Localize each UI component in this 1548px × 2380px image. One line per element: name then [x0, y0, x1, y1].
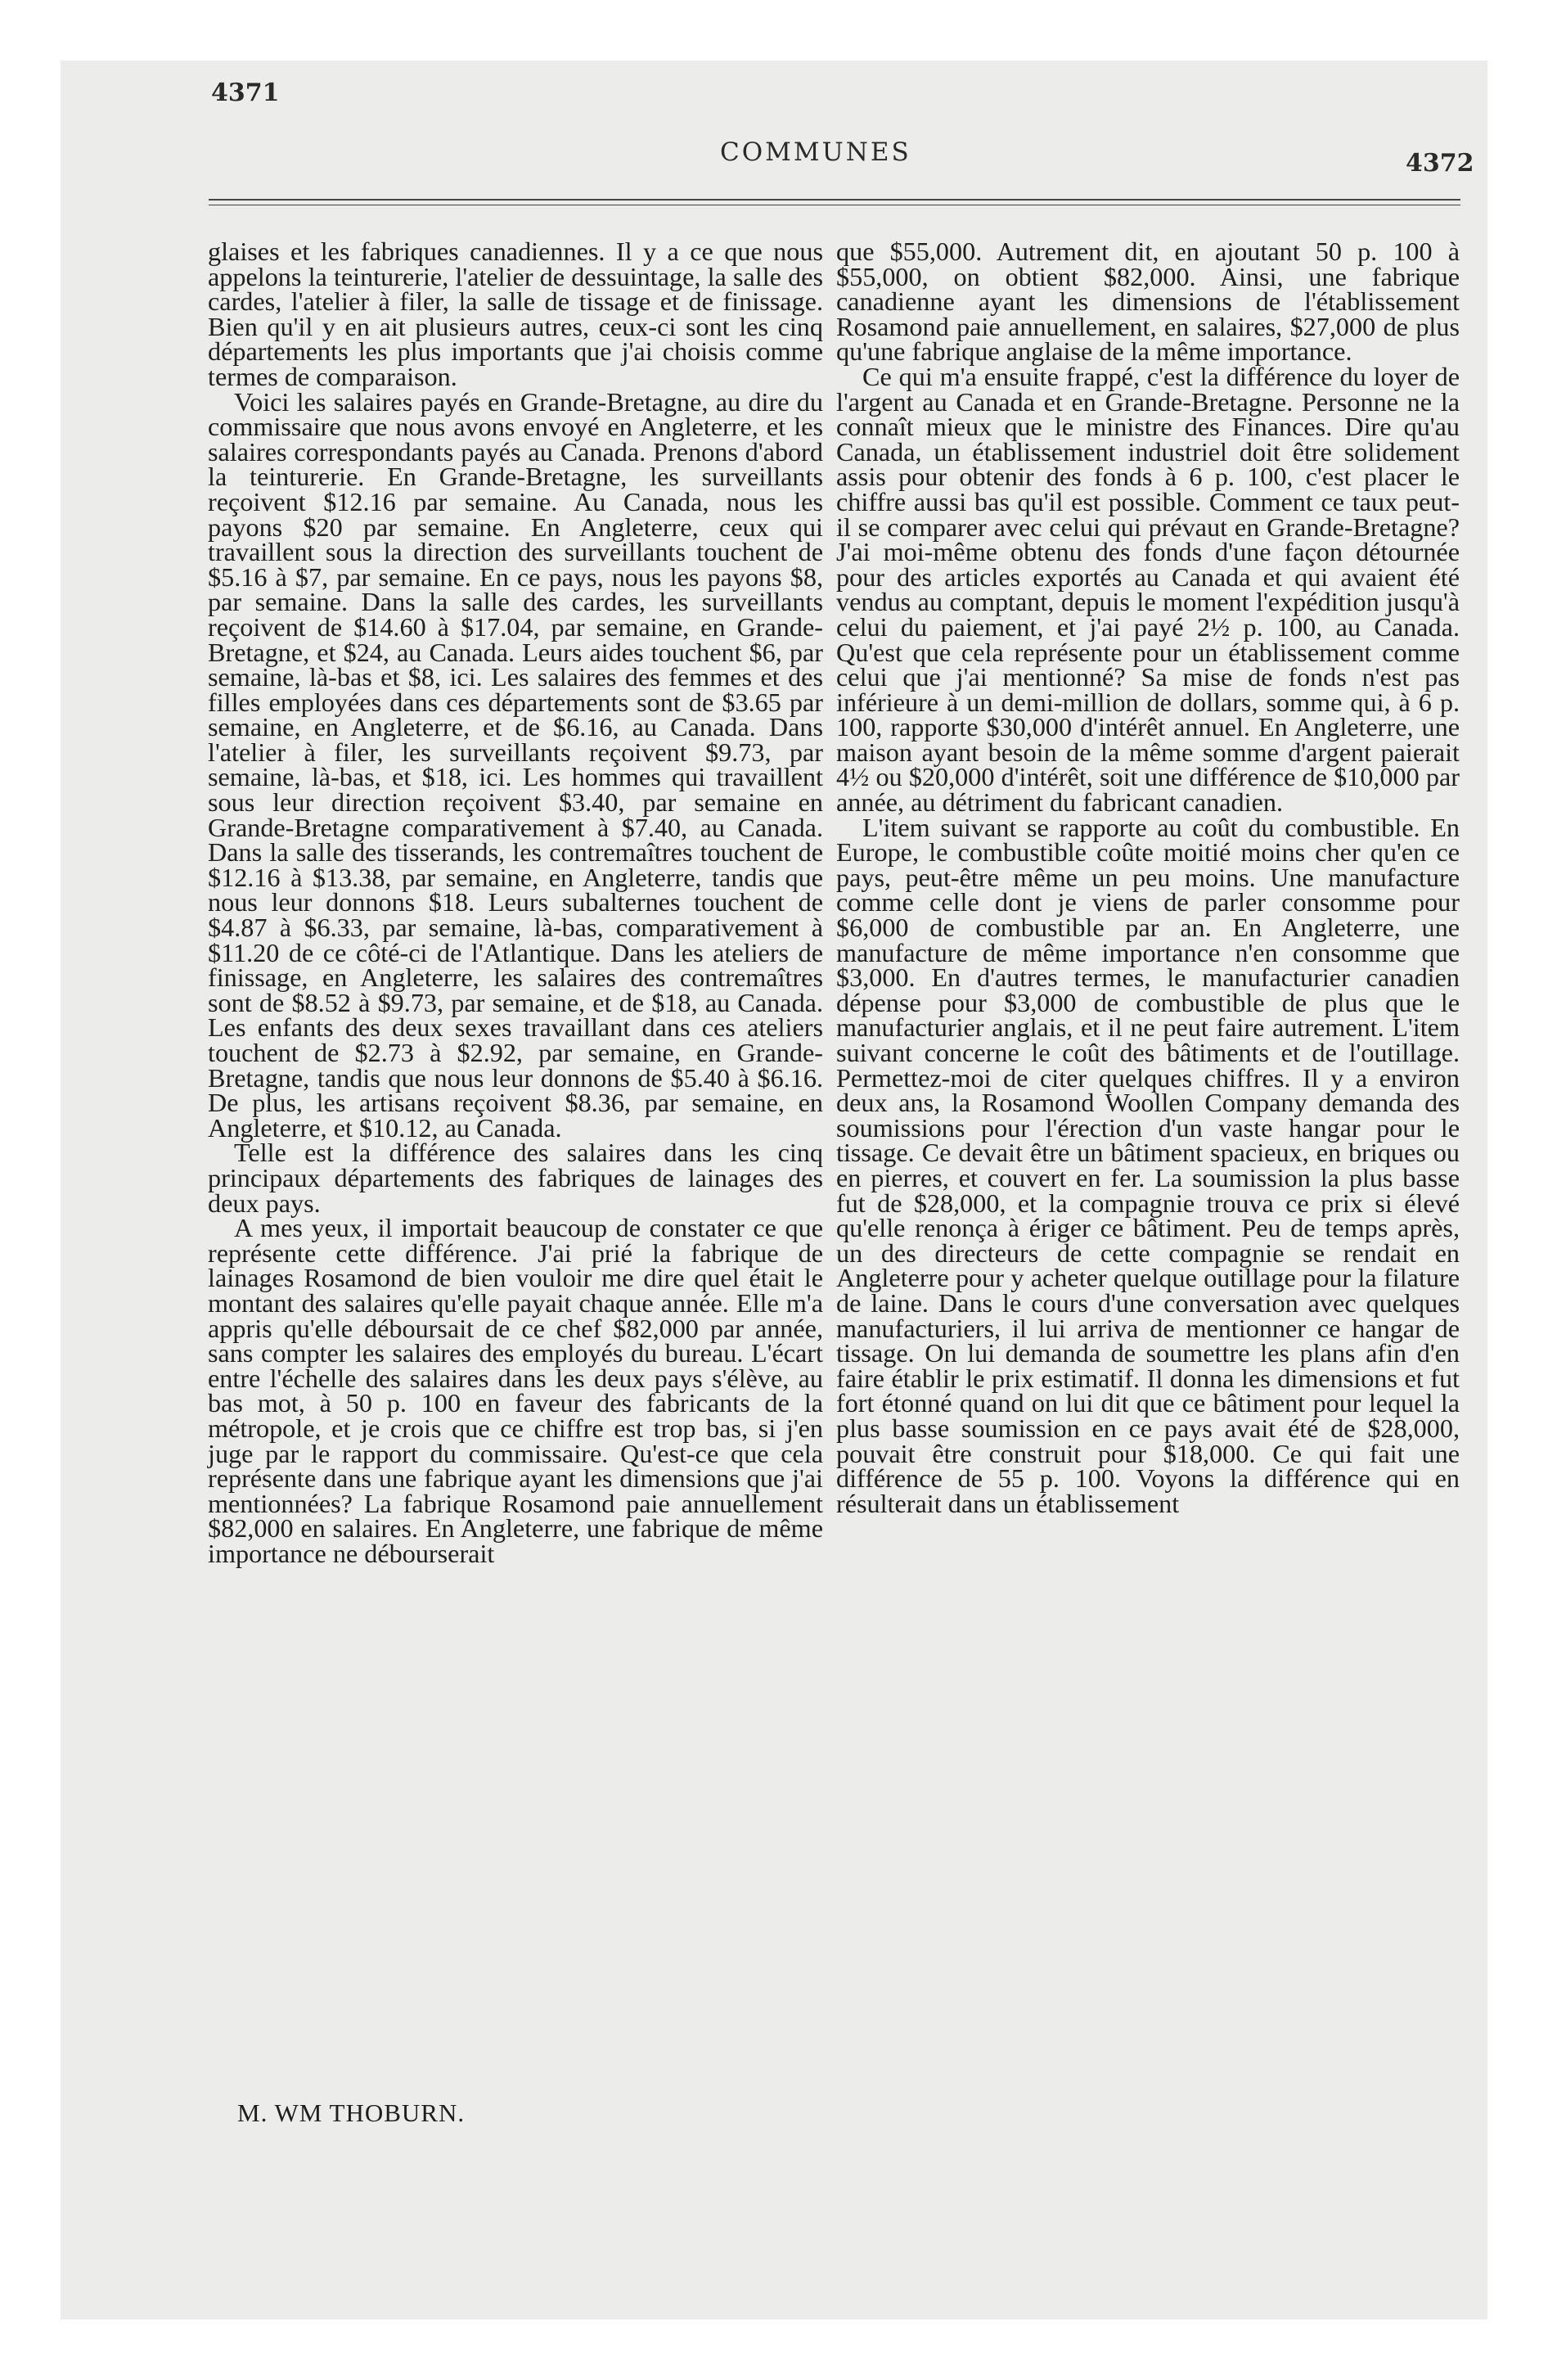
left-column	[208, 239, 823, 1566]
right-paragraph: L'item suivant se rapporte au coût du combustible. En Europe, le combustible coûte moitié moins cher qu'en ce pays, peut-être même un peu moins. Une manufacture comme celle dont je viens de parler consomme pour $6,000 de combustible par an. En Angleterre, une manufacture de même importance n'en consomme que $3,000. En d'autres termes, le manufacturier canadien dépense pour $3,000 de combustible de plus que le manufacturier anglais, et il ne peut faire autrement. L'item suivant concerne le coût des bâtiments et de l'outillage. Permettez-moi de citer quelques chiffres. Il y a environ deux ans, la Rosamond Woollen Company demanda des soumissions pour l'érection d'un vaste hangar pour le tissage. Ce devait être un bâtiment spacieux, en briques ou en pierres, et couvert en fer. La soumission la plus basse fut de $28,000, et la compagnie trouva ce prix si élevé qu'elle renonça à ériger ce bâtiment. Peu de temps après, un des directeurs de cette compagnie se rendait en Angleterre pour y acheter quelque outillage pour la filature de laine. Dans le cours d'une conversation avec quelques manufacturiers, il lui arriva de mentionner ce hangar de tissage. On lui demanda de soumettre les plans afin d'en faire établir le prix estimatif. Il donna les dimensions et fut fort étonné quand on lui dit que ce bâtiment pour lequel la plus basse soumission en ce pays avait été de $28,000, pouvait être construit pour $18,000. Ce qui fait une différence de 55 p. 100. Voyons la différence qui en résulterait dans un établissement	[836, 812, 1460, 1518]
page-title: COMMUNES	[720, 137, 911, 167]
header-rule-top	[209, 199, 1460, 201]
page-number-right: 4372	[1406, 149, 1474, 178]
page-number-left: 4371	[211, 79, 280, 107]
left-paragraph: Telle est la différence des salaires dans les cinq principaux départements des fabriques de lainages des deux pays.	[208, 1138, 823, 1218]
right-paragraph: Ce qui m'a ensuite frappé, c'est la différence du loyer de l'argent au Canada et en Grande-Bretagne. Personne ne la connaît mieux que le ministre des Finances. Dire qu'au Canada, un établissement industriel doit être solidement assis pour obtenir des fonds à 6 p. 100, c'est placer le chiffre aussi bas qu'il est possible. Comment ce taux peut-il se comparer avec celui qui prévaut en Grande-Bretagne? J'ai moi-même obtenu des fonds d'une façon détournée pour des articles exportés au Canada et qui avaient été vendus au comptant, depuis le moment l'expédition jusqu'à celui du paiement, et j'ai payé 2½ p. 100, au Canada. Qu'est que cela représente pour un établissement comme celui que j'ai mentionné? Sa mise de fonds n'est pas inférieure à un demi-million de dollars, somme qui, à 6 p. 100, rapporte $30,000 d'intérêt annuel. En Angleterre, une maison ayant besoin de la même somme d'argent paierait 4½ ou $20,000 d'intérêt, soit une différence de $10,000 par année, au détriment du fabricant canadien.	[836, 361, 1460, 818]
right-column	[836, 239, 1460, 1516]
left-paragraph: Voici les salaires payés en Grande-Bretagne, au dire du commissaire que nous avons envoyé en Angleterre, et les salaires correspondants payés au Canada. Prenons d'abord la teinturerie. En Grande-Bretagne, les surveillants reçoivent $12.16 par semaine. Au Canada, nous les payons $20 par semaine. En Angleterre, ceux qui travaillent sous la direction des surveillants touchent de $5.16 à $7, par semaine. En ce pays, nous les payons $8, par semaine. Dans la salle des cardes, les surveillants reçoivent de $14.60 à $17.04, par semaine, en Grande-Bretagne, et $24, au Canada. Leurs aides touchent $6, par semaine, là-bas et $8, ici. Les salaires des femmes et des filles employées dans ces départements sont de $3.65 par semaine, en Angleterre, et de $6.16, au Canada. Dans l'atelier à filer, les surveillants reçoivent $9.73, par semaine, là-bas, et $18, ici. Les hommes qui travaillent sous leur direction reçoivent $3.40, par semaine en Grande-Bretagne comparativement à $7.40, au Canada. Dans la salle des tisserands, les contremaîtres touchent de $12.16 à $13.38, par semaine, en Angleterre, tandis que nous leur donnons $18. Leurs subalternes touchent de $4.87 à $6.33, par semaine, là-bas, comparativement à $11.20 de ce côté-ci de l'Atlantique. Dans les ateliers de finissage, en Angleterre, les salaires des contremaîtres sont de $8.52 à $9.73, par semaine, et de $18, au Canada. Les enfants des deux sexes travaillant dans ces ateliers touchent de $2.73 à $2.92, par semaine, en Grande-Bretagne, tandis que nous leur donnons de $5.40 à $6.16. De plus, les artisans reçoivent $8.36, par semaine, en Angleterre, et $10.12, au Canada.	[208, 386, 823, 1143]
left-paragraph: glaises et les fabriques canadiennes. Il y a ce que nous appelons la teinturerie, l'atelier de dessuintage, la salle des cardes, l'atelier à filer, la salle de tissage et de finissage. Bien qu'il y en ait plusieurs autres, ceux-ci sont les cinq départements les plus importants que j'ai choisis comme termes de comparaison.	[208, 237, 823, 391]
left-paragraph: A mes yeux, il importait beaucoup de constater ce que représente cette différence. J'ai prié la fabrique de lainages Rosamond de bien vouloir me dire quel était le montant des salaires qu'elle payait chaque année. Elle m'a appris qu'elle déboursait de ce chef $82,000 par année, sans compter les salaires des employés du bureau. L'écart entre l'échelle des salaires dans les deux pays s'élève, au bas mot, à 50 p. 100 en faveur des fabricants de la métropole, et je crois que ce chiffre est trop bas, si j'en juge par le rapport du commissaire. Qu'est-ce que cela représente dans une fabrique ayant les dimensions que j'ai mentionnées? La fabrique Rosamond paie annuellement $82,000 en salaires. En Angleterre, une fabrique de même importance ne débourserait	[208, 1213, 823, 1568]
speaker-signature: M. WM THOBURN.	[237, 2098, 466, 2127]
right-paragraph: que $55,000. Autrement dit, en ajoutant 50 p. 100 à $55,000, on obtient $82,000. Ainsi, une fabrique canadienne ayant les dimensions de l'établissement Rosamond paie annuellement, en salaires, $27,000 de plus qu'une fabrique anglaise de la même importance.	[836, 237, 1460, 367]
